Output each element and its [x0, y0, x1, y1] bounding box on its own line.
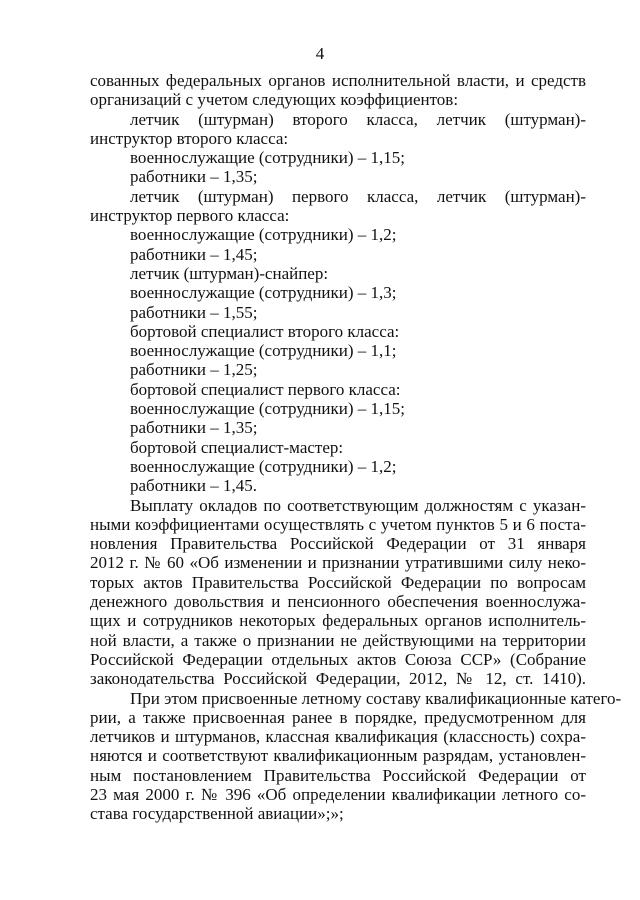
- text-line: работники – 1,45.: [130, 476, 257, 496]
- text-line: щих и сотрудников некоторых федеральных органов исполнитель-: [90, 611, 586, 631]
- text-line: организаций с учетом следующих коэффициентов:: [90, 90, 459, 110]
- text-line: военнослужащие (сотрудники) – 1,1;: [130, 341, 397, 361]
- text-line: инструктор второго класса:: [90, 128, 289, 148]
- text-line: рии, а также присвоенная ранее в порядке, предусмотренном для: [90, 707, 586, 727]
- text-line: летчик (штурман) второго класса, летчик (штурман)-: [130, 109, 586, 129]
- page-number: 4: [315, 44, 325, 63]
- text-line: работники – 1,55;: [130, 302, 258, 322]
- text-line: бортовой специалист первого класса:: [130, 379, 401, 399]
- text-line: работники – 1,35;: [130, 418, 258, 438]
- text-line: При этом присвоенные летному составу квалификационные катего-: [130, 688, 622, 708]
- text-line: торых актов Правительства Российской Федерации по вопросам: [90, 572, 586, 592]
- text-line: Российской Федерации отдельных актов Союза ССР» (Собрание: [90, 649, 586, 669]
- text-line: новления Правительства Российской Федерации от 31 января: [90, 534, 586, 554]
- text-line: военнослужащие (сотрудники) – 1,15;: [130, 148, 406, 168]
- text-line: ной власти, а также о признании не действующими на территории: [90, 630, 586, 650]
- text-line: бортовой специалист-мастер:: [130, 437, 344, 457]
- body-text: [90, 71, 622, 824]
- text-line: законодательства Российской Федерации, 2012, № 12, ст. 1410).: [90, 669, 586, 689]
- text-line: сованных федеральных органов исполнительной власти, и средств: [90, 71, 586, 90]
- text-line: военнослужащие (сотрудники) – 1,15;: [130, 399, 406, 419]
- text-line: летчик (штурман)-снайпер:: [130, 263, 329, 283]
- text-line: няются и соответствуют квалификационным разрядам, установлен-: [90, 746, 586, 766]
- text-line: денежного довольствия и пенсионного обеспечения военнослужа-: [90, 592, 586, 612]
- text-line: военнослужащие (сотрудники) – 1,2;: [130, 456, 397, 476]
- text-line: военнослужащие (сотрудники) – 1,3;: [130, 283, 397, 303]
- text-line: бортовой специалист второго класса:: [130, 321, 400, 341]
- text-line: ным постановлением Правительства Российской Федерации от: [90, 765, 586, 785]
- text-line: ными коэффициентами осуществлять с учетом пунктов 5 и 6 поста-: [90, 514, 586, 534]
- text-line: става государственной авиации»;»;: [90, 804, 344, 824]
- text-line: летчик (штурман) первого класса, летчик (штурман)-: [130, 186, 586, 206]
- text-line: работники – 1,45;: [130, 244, 258, 264]
- text-line: летчиков и штурманов, классная квалификация (классность) сохра-: [90, 727, 586, 747]
- text-line: работники – 1,35;: [130, 167, 258, 187]
- text-line: военнослужащие (сотрудники) – 1,2;: [130, 225, 397, 245]
- text-line: 23 мая 2000 г. № 396 «Об определении квалификации летного со-: [90, 784, 586, 804]
- text-line: работники – 1,25;: [130, 360, 258, 380]
- text-line: Выплату окладов по соответствующим должностям с указан-: [130, 495, 586, 515]
- text-line: 2012 г. № 60 «Об изменении и признании утратившими силу неко-: [90, 553, 586, 573]
- text-line: инструктор первого класса:: [90, 206, 290, 226]
